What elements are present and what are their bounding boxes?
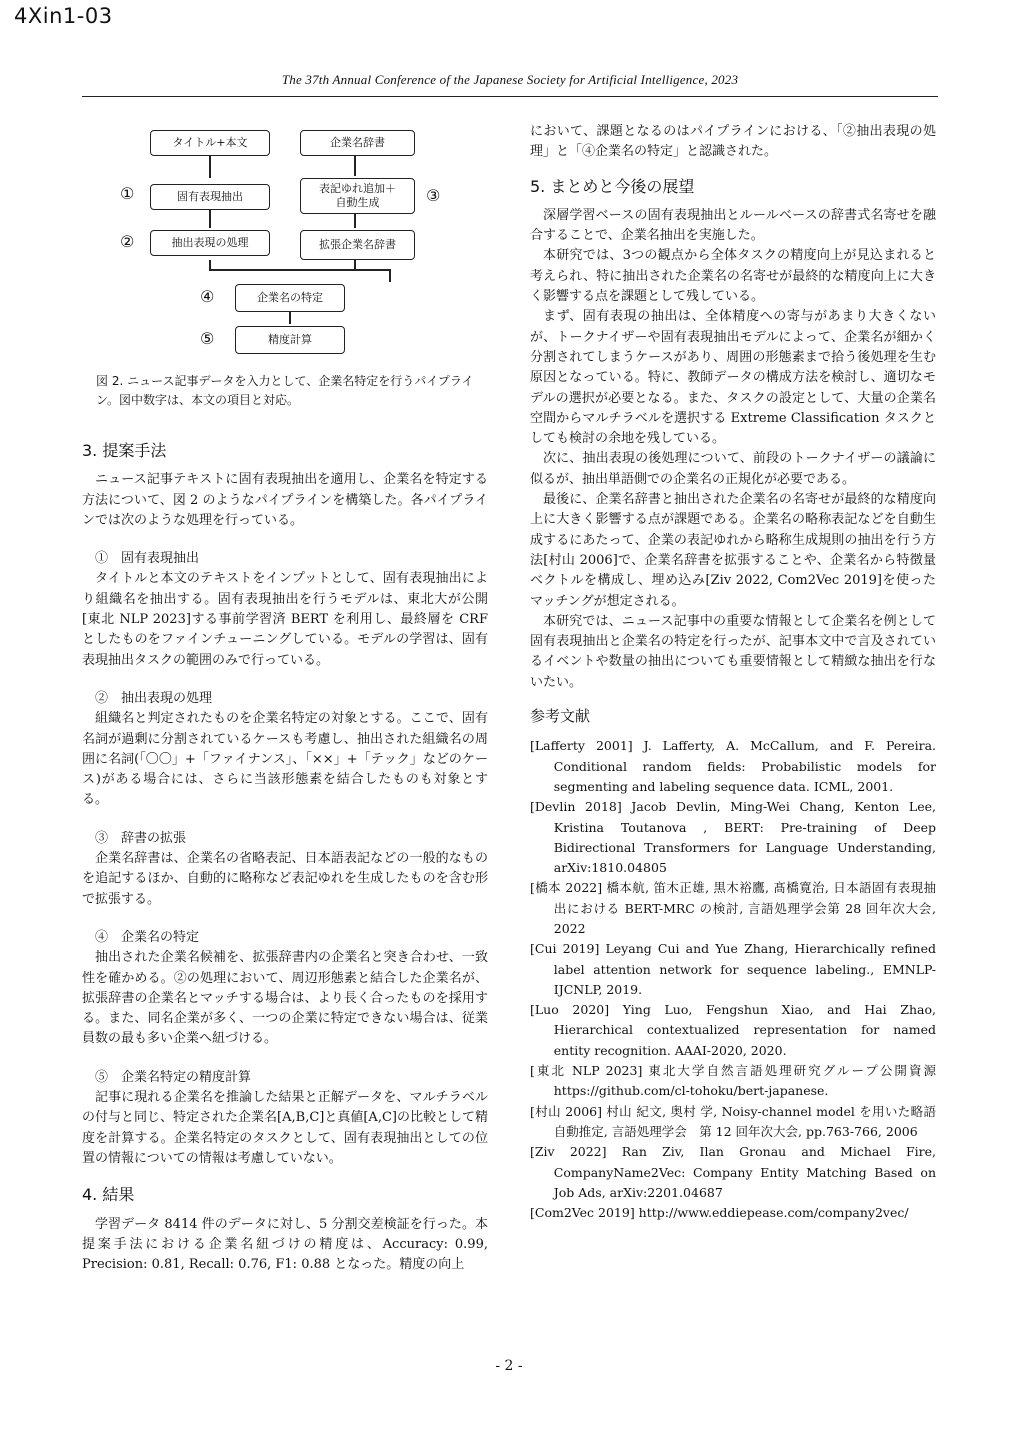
reference-item: [Ziv 2022] Ran Ziv, Ilan Gronau and Michael Fire, CompanyName2Vec: Company Entity Matching Based on Job Ads, arXiv:2201.04687 — [530, 1144, 936, 1200]
step-4-marker: ④ — [200, 287, 215, 306]
step-3-heading: ③ 辞書の拡張 — [95, 830, 187, 846]
section-5-title: 5. まとめと今後の展望 — [530, 176, 695, 196]
section-5-para-2: 本研究では、3つの観点から全体タスクの精度向上が見込まれると考えられ、特に抽出された企業名の名寄せが最終的な精度向上に大きく影響する点を課題として残している。 — [530, 248, 936, 305]
references-title: 参考文献 — [530, 707, 591, 726]
step-2-body: 組織名と判定されたものを企業名特定の対象とする。ここで、固有名詞が過剰に分割されているケースも考慮し、抽出された組織名の周囲に名詞(「〇〇」+「ファイナンス」、「××」+「テック」などのケース)がある場合には、さらに当該形態素を結合したものも対象とする。 — [82, 711, 488, 808]
step-3-body: 企業名辞書は、企業名の省略表記、日本語表記などの一般的なものを追記するほか、自動的に略称など表記ゆれを生成したものを含む形で拡張する。 — [82, 851, 488, 907]
title-body-box: タイトル+本文 — [150, 130, 270, 156]
section-5-para-4: 次に、抽出表現の後処理について、前段のトークナイザーの議論に似るが、抽出単語側での企業名の正規化が必要である。 — [530, 451, 936, 487]
section-3-title: 3. 提案手法 — [82, 441, 167, 460]
step-5-body: 記事に現れる企業名を推論した結果と正解データを、マルチラベルの付与と同じ、特定された企業名[A,B,C]と真値[A,C]の比較として精度を計算する。企業名特定のタスクとして、固有表現抽出としての位置の情報についての情報は考慮していない。 — [82, 1090, 488, 1166]
right-column — [530, 122, 936, 1223]
header-rule — [82, 96, 938, 97]
reference-item: [東北 NLP 2023] 東北大学自然言語処理研究グループ公開資源 https://github.com/cl-tohoku/bert-japanese. — [530, 1063, 936, 1099]
section-5-para-6: 本研究では、ニュース記事中の重要な情報として企業名を例として固有表現抽出と企業名の特定を行ったが、記事本文中で言及されているイベントや数量の抽出についても重要情報として精緻な抽出を行ないたい。 — [530, 613, 936, 690]
reference-item: [Devlin 2018] Jacob Devlin, Ming-Wei Chang, Kenton Lee, Kristina Toutanova , BERT: Pre-training of Deep Bidirectional Transformers for Language Understanding, arXiv:1810.04805 — [530, 799, 936, 876]
section-4-continued: において、課題となるのはパイプラインにおける、「②抽出表現の処理」と「④企業名の特定」と認識された。 — [530, 124, 936, 160]
variant-gen-box: 表記ゆれ追加＋ 自動生成 — [300, 178, 415, 214]
step-5-heading: ⑤ 企業名特定の精度計算 — [95, 1069, 252, 1085]
figure-caption: 図 2. ニュース記事データを入力として、企業名特定を行うパイプライン。図中数字は、本文の項目と対応。 — [96, 374, 474, 407]
step-5-marker: ⑤ — [200, 329, 215, 348]
section-4-body: 学習データ 8414 件のデータに対し、5 分割交差検証を行った。本提案手法における企業名紐づけの精度は、Accuracy: 0.99, Precision: 0.81, Recall: 0.76, F1: 0.88 となった。精度の向上 — [82, 1216, 488, 1273]
ner-box: 固有表現抽出 — [150, 184, 270, 210]
pipeline-figure — [100, 122, 490, 348]
reference-item: [橋本 2022] 橋本航, 笛木正雄, 黒木裕鷹, 髙橋寛治, 日本語固有表現抽出における BERT-MRC の検討, 言語処理学会第 28 回年次大会, 2022 — [530, 880, 936, 936]
section-5-para-5: 最後に、企業名辞書と抽出された企業名の名寄せが最終的な精度向上に大きく影響する点が課題である。企業名の略称表記などを自動生成するにあたって、企業の表記ゆれから略称生成規則の抽出を行う方法[村山 2006]で、企業名辞書を拡張することや、企業名から特徴量ベクトルを構成し、埋め込み[Ziv 2022, Com2Vec 2019]を使ったマッチングが想定される。 — [530, 492, 936, 609]
page-number: - 2 - — [495, 1358, 523, 1374]
ext-dict-box: 拡張企業名辞書 — [300, 230, 415, 260]
section-5-para-1: 深層学習ベースの固有表現抽出とルールベースの辞書式名寄せを融合することで、企業名抽出を実施した。 — [530, 207, 936, 244]
company-dict-box: 企業名辞書 — [300, 130, 415, 156]
section-5-para-3: まず、固有表現の抽出は、全体精度への寄与があまり大きくないが、トークナイザーや固有表現抽出モデルによって、企業名が細かく分割されてしまうケースがあり、周囲の形態素まで拾う後処理を生む原因となっている。特に、教師データの構成方法を検討し、適切なモデルの選択が必要となる。また、タスクの設定として、大量の企業名空間からマルチラベルを選択する Extreme Classification タスクとしても検討の余地を残している。 — [530, 309, 936, 447]
accuracy-box: 精度計算 — [235, 326, 345, 354]
reference-item: [Com2Vec 2019] http://www.eddiepease.com/company2vec/ — [530, 1205, 909, 1221]
reference-item: [Luo 2020] Ying Luo, Fengshun Xiao, and Hai Zhao, Hierarchical contextualized representation for named entity recognition. AAAI-2020, 2020. — [530, 1002, 936, 1058]
step-4-heading: ④ 企業名の特定 — [95, 929, 200, 945]
post-proc-box: 抽出表現の処理 — [150, 230, 270, 256]
paper-id: 4Xin1-03 — [14, 4, 113, 28]
step-1-marker: ① — [120, 184, 135, 203]
reference-item: [Cui 2019] Leyang Cui and Yue Zhang, Hierarchically refined label attention network for sequence labeling., EMNLP-IJCNLP, 2019. — [530, 941, 936, 997]
step-4-body: 抽出された企業名候補を、拡張辞書内の企業名と突き合わせ、一致性を確かめる。②の処理において、周辺形態素と結合した企業名が、拡張辞書の企業名とマッチする場合は、より長く合ったものを採用する。また、同名企業が多く、一つの企業に特定できない場合は、従業員数の最も多い企業へ紐づける。 — [82, 950, 488, 1047]
step-2-marker: ② — [120, 232, 135, 251]
step-1-body: タイトルと本文のテキストをインプットとして、固有表現抽出により組織名を抽出する。固有表現抽出を行うモデルは、東北大が公開[東北 NLP 2023]する事前学習済 BERT を利用し、最終層を CRF としたものをファインチューニングしている。モデルの学習は、固有表現抽出タスクの範囲のみで行っている。 — [82, 571, 488, 668]
reference-item: [村山 2006] 村山 紀文, 奥村 学, Noisy-channel model を用いた略語自動推定, 言語処理学会 第 12 回年次大会, pp.763-766, 2006 — [530, 1103, 936, 1139]
reference-item: [Lafferty 2001] J. Lafferty, A. McCallum, and F. Pereira. Conditional random fields: Probabilistic models for segmenting and labeling sequence data. ICML, 2001. — [530, 738, 936, 794]
section-4-title: 4. 結果 — [82, 1185, 135, 1205]
section-3-intro: ニュース記事テキストに固有表現抽出を適用し、企業名を特定する方法について、図 2 のようなパイプラインを構築した。各パイプラインでは次のような処理を行っている。 — [82, 472, 488, 528]
identify-box: 企業名の特定 — [235, 284, 345, 312]
step-1-heading: ① 固有表現抽出 — [95, 551, 200, 567]
left-column — [82, 430, 488, 1275]
step-2-heading: ② 抽出表現の処理 — [95, 690, 213, 706]
step-3-marker: ③ — [426, 186, 441, 205]
running-header: The 37th Annual Conference of the Japanese Society for Artificial Intelligence, 2023 — [281, 72, 739, 87]
